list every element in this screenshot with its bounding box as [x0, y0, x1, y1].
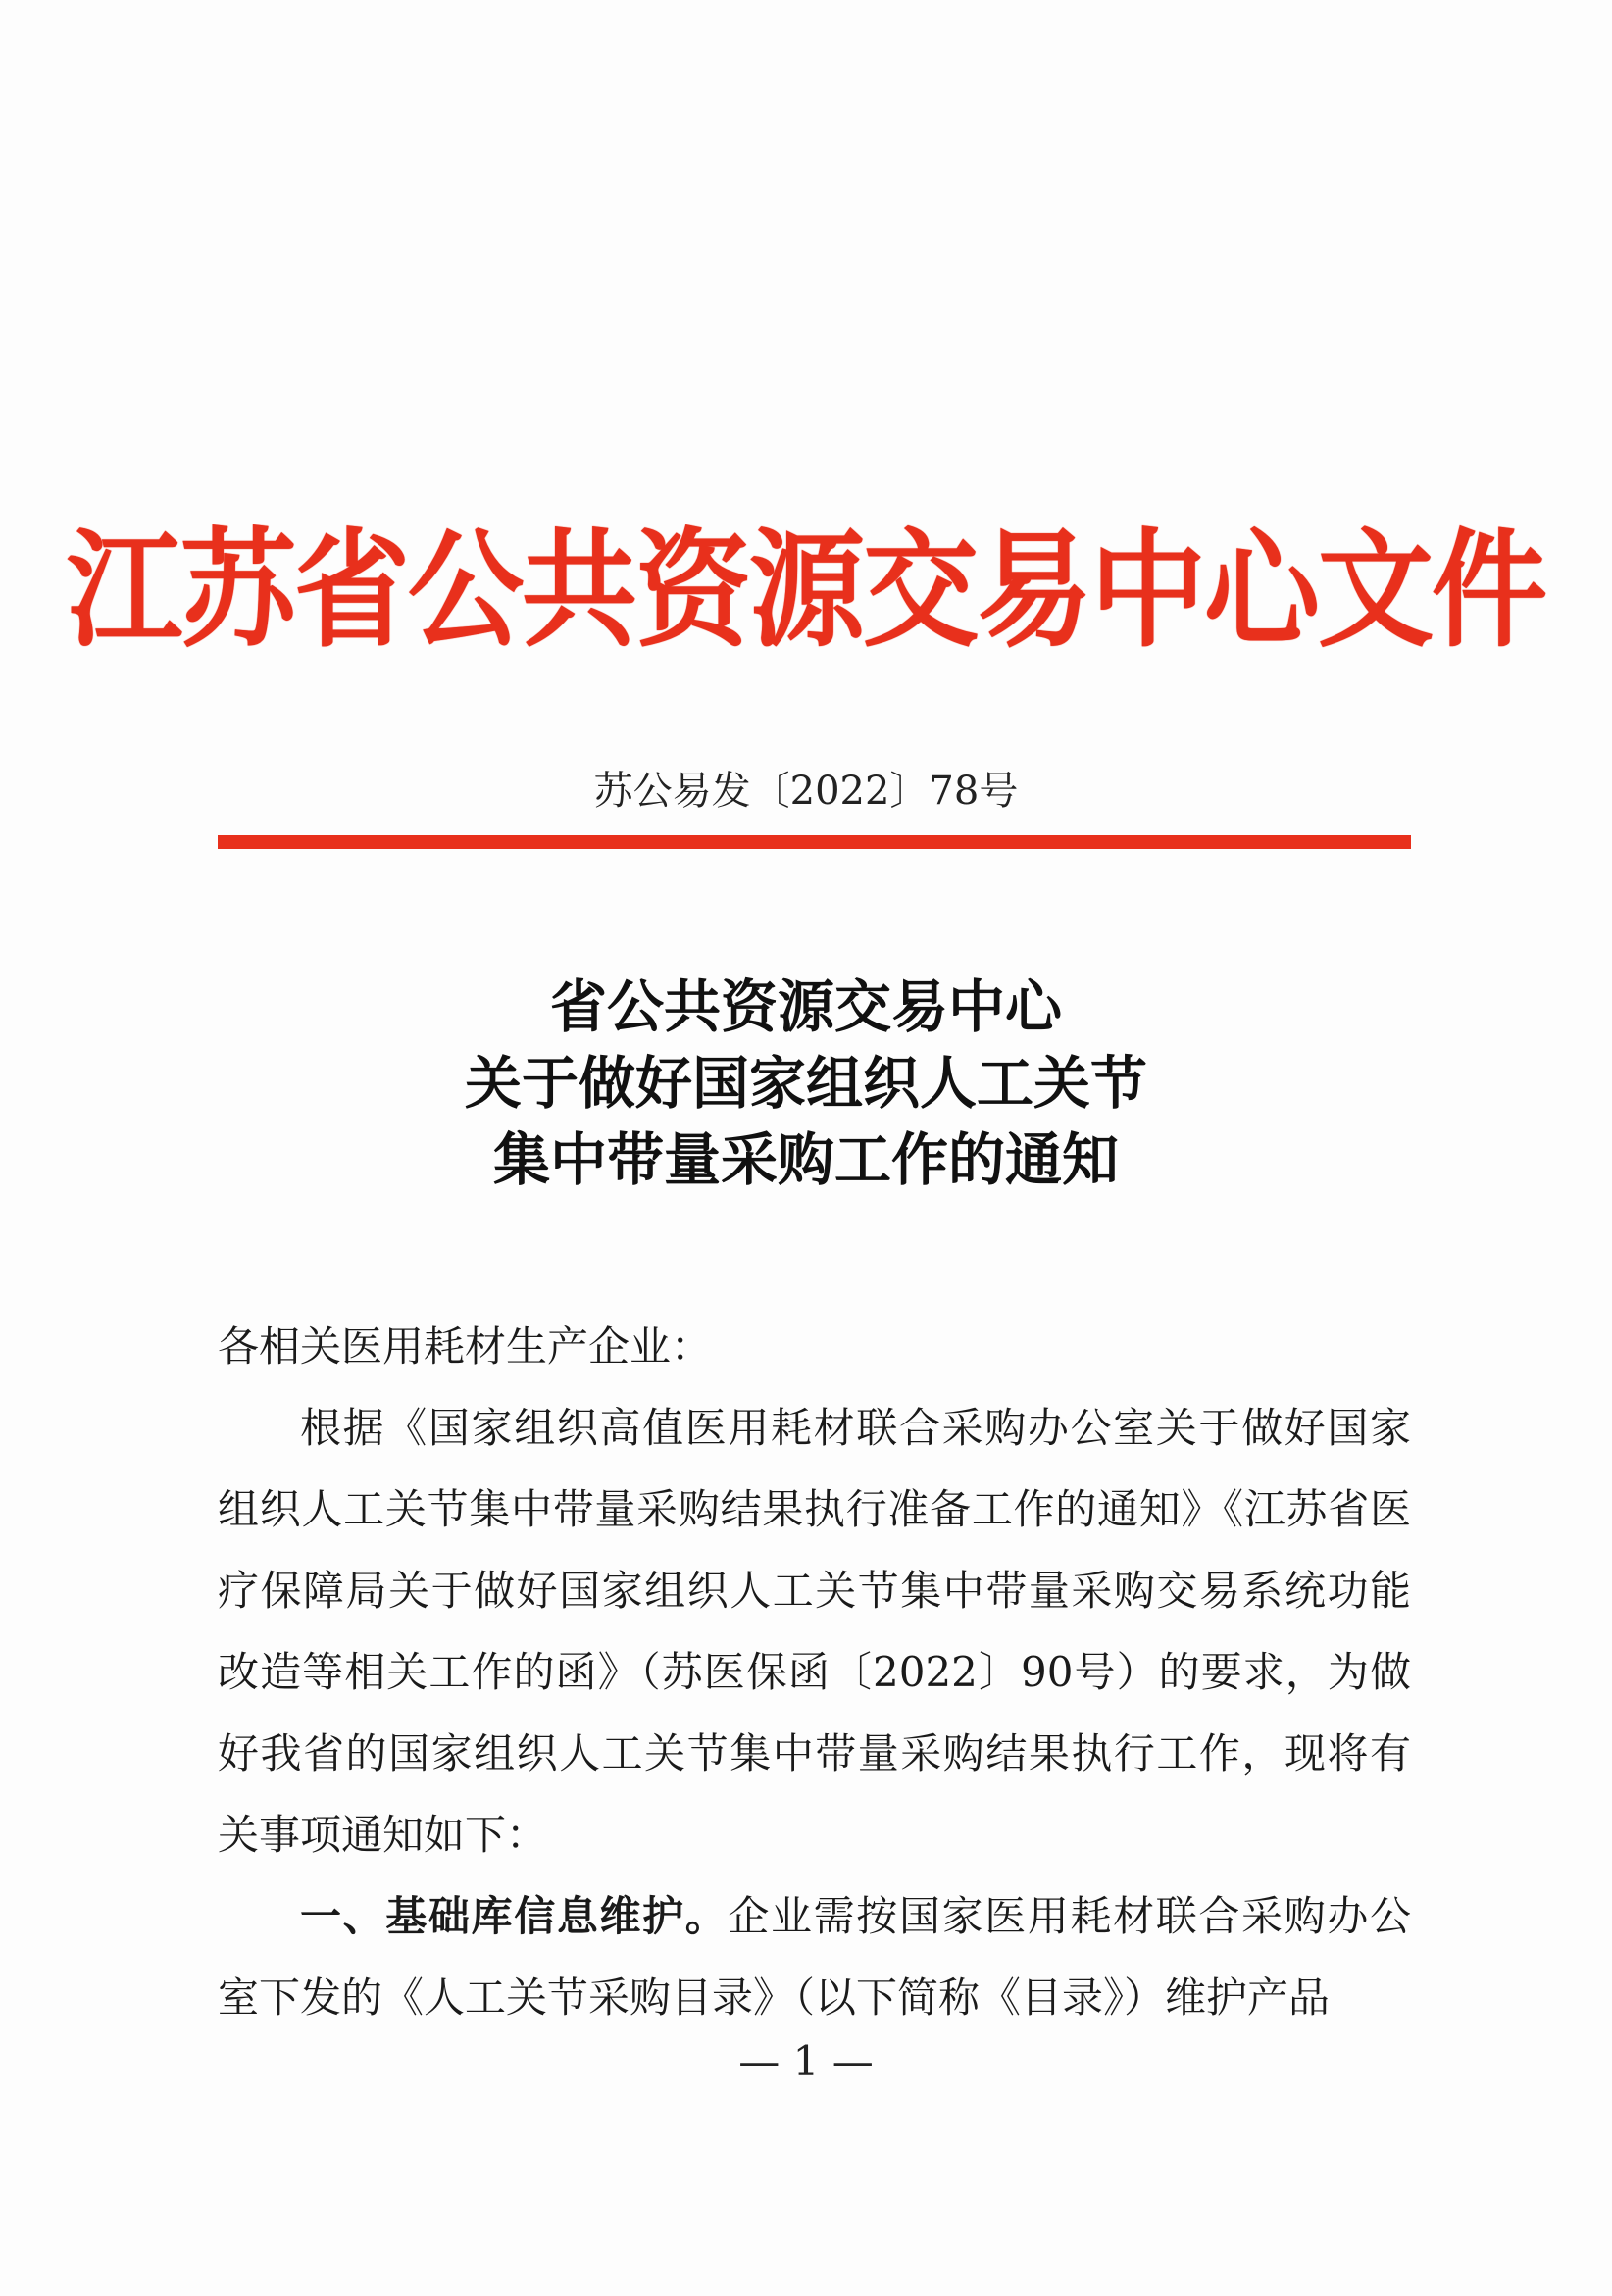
salutation: 各相关医用耗材生产企业：	[218, 1323, 713, 1371]
paragraph-section-1	[218, 1875, 1411, 2038]
notice-title	[0, 969, 1612, 1198]
paragraph-intro: 根据《国家组织高值医用耗材联合采购办公室关于做好国家组织人工关节集中带量采购结果执行准备工作的通知》《江苏省医疗保障局关于做好国家组织人工关节集中带量采购交易系统功能改造等相关工作的函》（苏医保函〔2022〕90号）的要求，为做好我省的国家组织人工关节集中带量采购结果执行工作，现将有关事项通知如下：	[218, 1404, 1411, 1859]
section-1-text: 企业需按国家医用耗材联合采购办公室下发的《人工关节采购目录》（以下简称《目录》）维护产品	[218, 1892, 1411, 2021]
document-number: 苏公易发〔2022〕78号	[593, 769, 1019, 814]
notice-title-line-3: 集中带量采购工作的通知	[492, 1126, 1119, 1193]
section-1-heading: 一、基础库信息维护。	[300, 1892, 729, 1940]
notice-title-line-2: 关于做好国家组织人工关节	[464, 1050, 1147, 1117]
red-divider-line	[218, 835, 1411, 849]
page-number: — 1 —	[738, 2037, 874, 2085]
notice-title-line-1: 省公共资源交易中心	[549, 973, 1062, 1040]
document-body	[218, 1306, 1411, 2038]
issuing-authority-header: 江苏省公共资源交易中心文件	[66, 516, 1545, 665]
